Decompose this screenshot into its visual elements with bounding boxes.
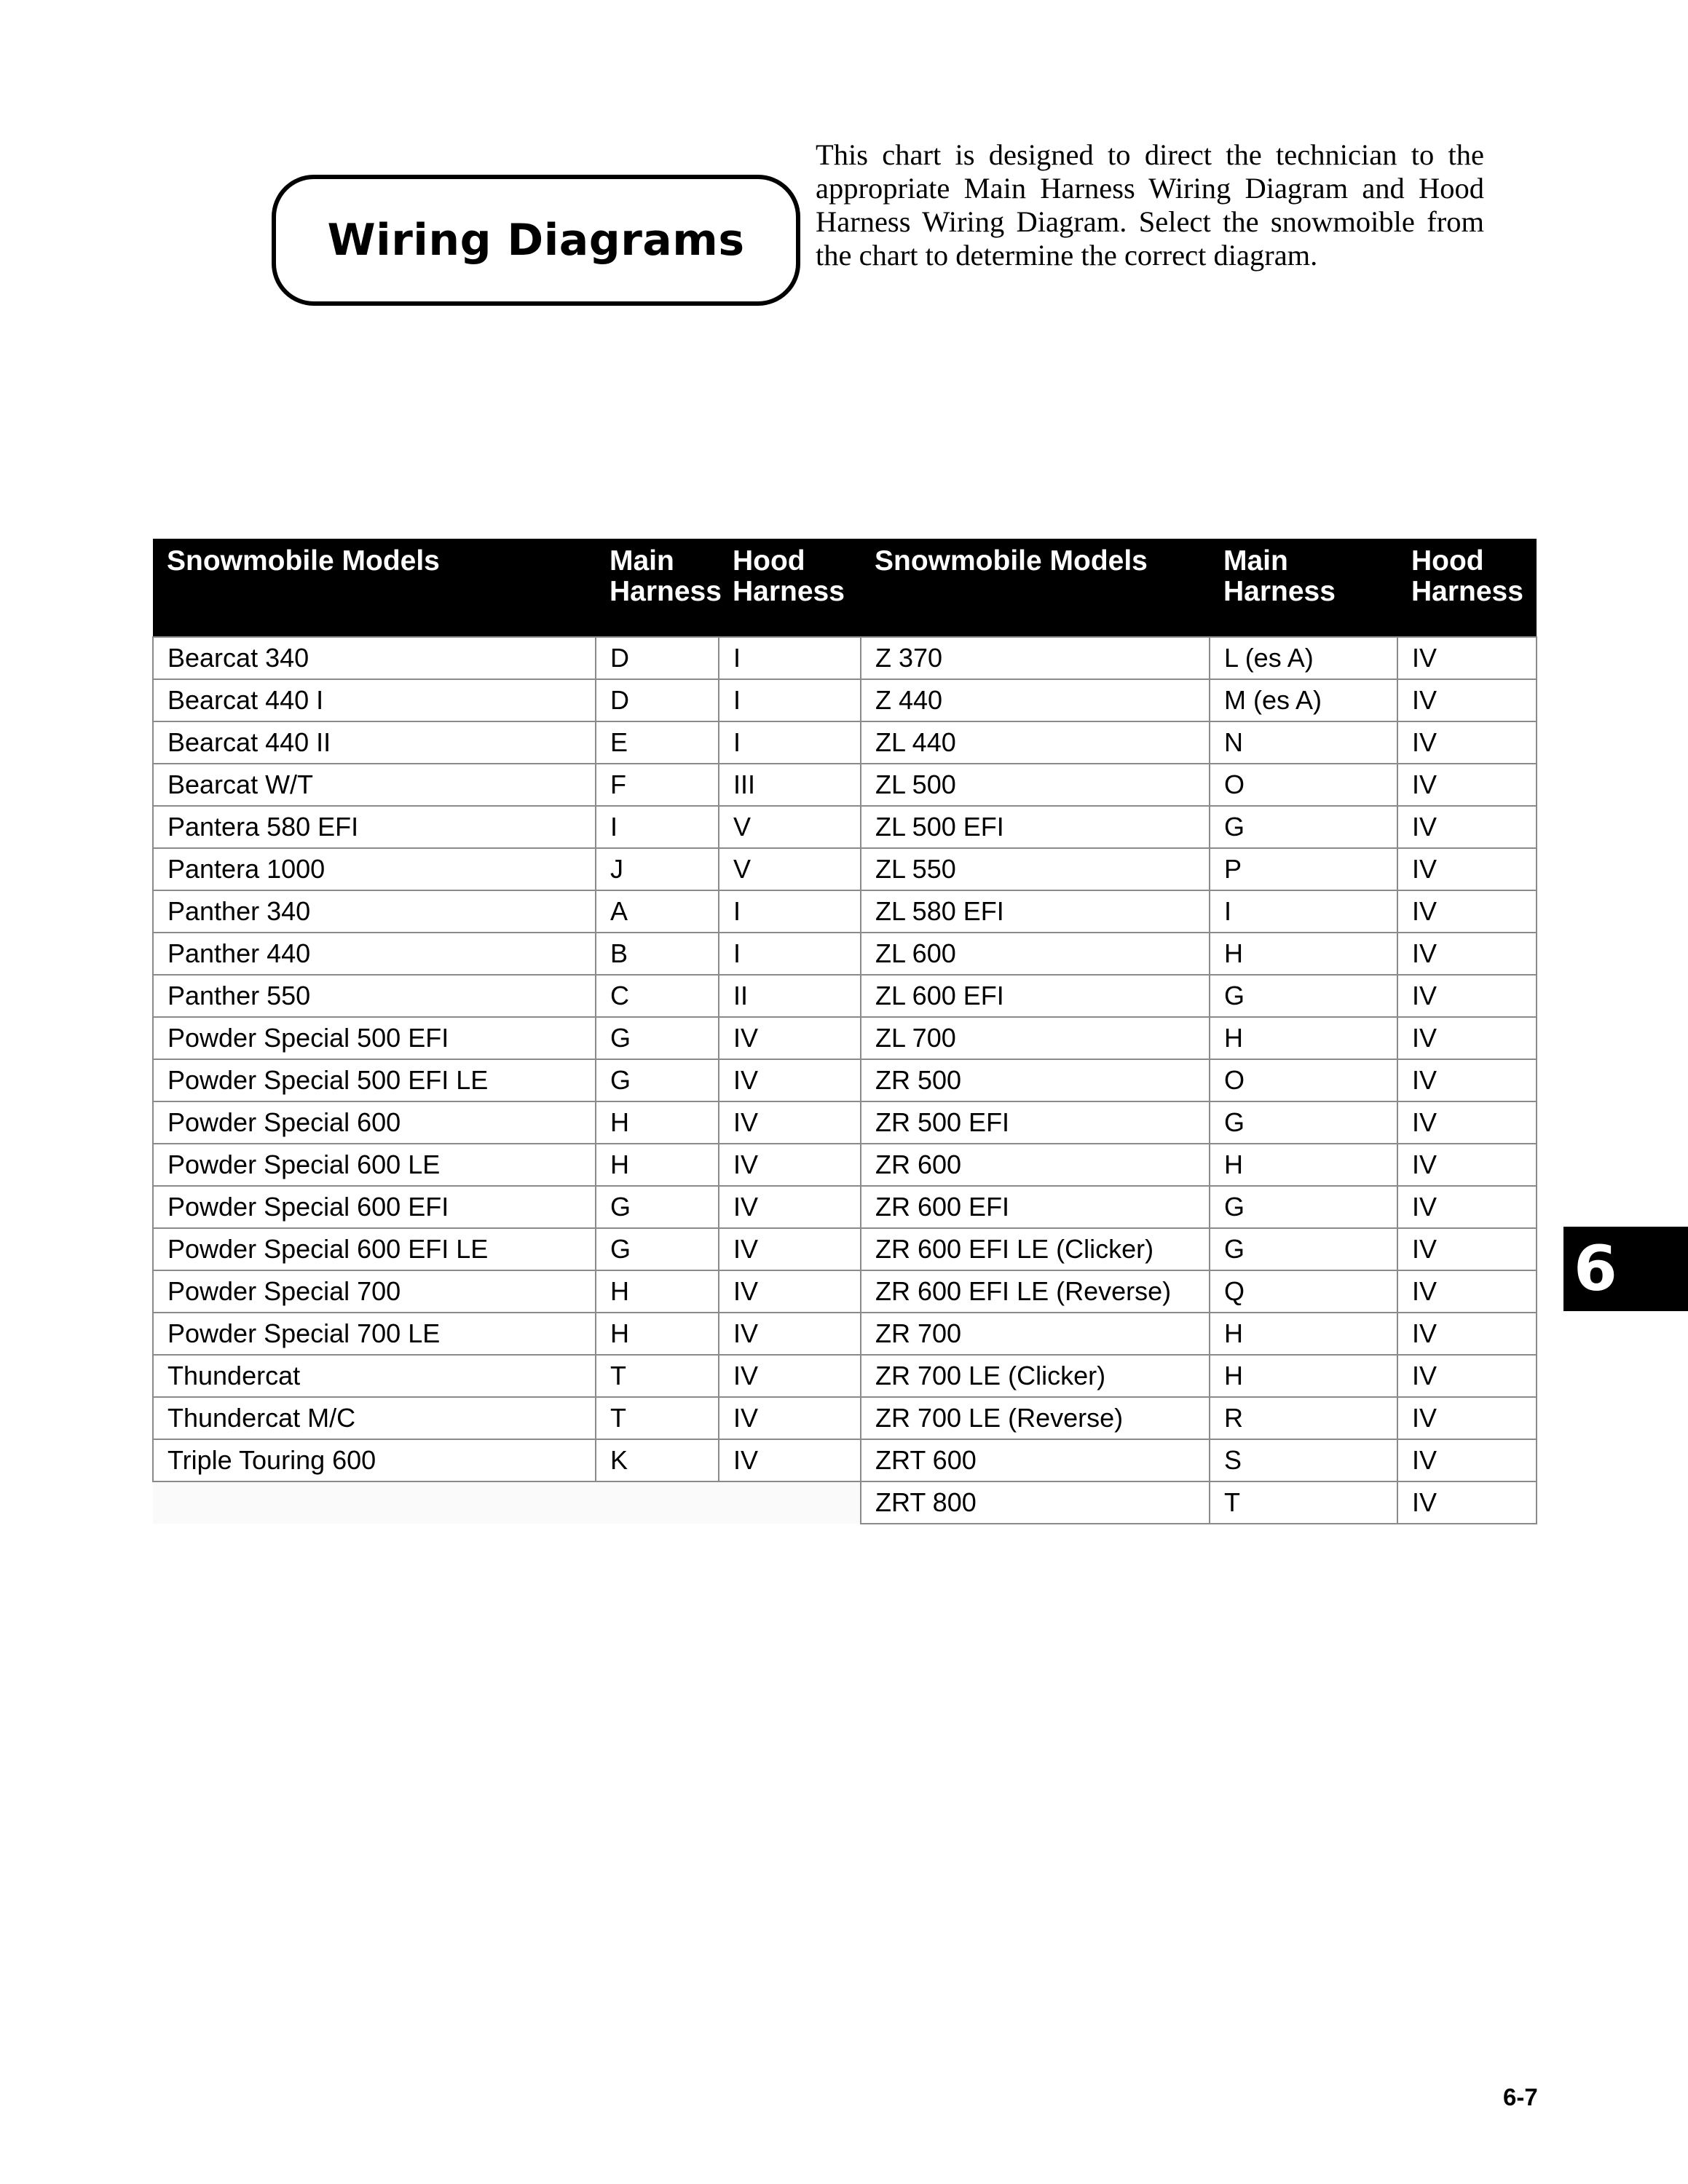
cell-main-harness-right: H [1210,1017,1397,1059]
cell-model-left: Powder Special 700 [153,1270,596,1313]
header-hood-line2: Harness [733,576,845,607]
cell-hood-harness-left: IV [719,1017,861,1059]
cell-hood-harness-left: I [719,933,861,975]
header-hood-harness-left [719,539,861,637]
cell-hood-harness-right: IV [1397,764,1537,806]
wiring-diagram-chart [152,539,1537,1524]
cell-hood-harness-right: IV [1397,721,1537,764]
table-row [153,806,1537,848]
cell-main-harness-left: C [596,975,719,1017]
cell-hood-harness-right: IV [1397,1355,1537,1397]
cell-model-left: Bearcat 440 I [153,679,596,721]
cell-main-harness-right: G [1210,806,1397,848]
cell-hood-harness-right: IV [1397,1270,1537,1313]
table-row [153,679,1537,721]
cell-hood-harness-right: IV [1397,1481,1537,1524]
cell-hood-harness-left: I [719,721,861,764]
cell-model-left: Thundercat [153,1355,596,1397]
cell-main-harness-right: H [1210,1313,1397,1355]
cell-model-right: ZL 600 [861,933,1210,975]
cell-hood-harness-right: IV [1397,890,1537,933]
cell-hood-harness-right: IV [1397,1397,1537,1439]
cell-main-harness-right: G [1210,1186,1397,1228]
cell-model-right: ZR 700 [861,1313,1210,1355]
cell-model-left: Thundercat M/C [153,1397,596,1439]
cell-main-harness-left: I [596,806,719,848]
cell-model-left: Bearcat 340 [153,637,596,679]
cell-hood-harness-right: IV [1397,848,1537,890]
cell-hood-harness-left: IV [719,1144,861,1186]
table-row [153,1439,1537,1481]
cell-main-harness-right: T [1210,1481,1397,1524]
cell-main-harness-right: O [1210,1059,1397,1101]
page-number: 6-7 [1503,2084,1538,2110]
cell-hood-harness-right: IV [1397,1017,1537,1059]
cell-hood-harness-left: II [719,975,861,1017]
cell-hood-harness-left: V [719,806,861,848]
cell-model-right: ZL 500 EFI [861,806,1210,848]
cell-main-harness-left: G [596,1228,719,1270]
cell-main-harness-right: H [1210,1144,1397,1186]
cell-model-left: Powder Special 500 EFI LE [153,1059,596,1101]
cell-hood-harness-left: V [719,848,861,890]
cell-hood-harness-left: IV [719,1355,861,1397]
cell-hood-harness-right: IV [1397,1186,1537,1228]
table-row [153,1186,1537,1228]
cell-main-harness-left: A [596,890,719,933]
section-tab-marker: 6 [1563,1227,1688,1311]
cell-model-left: Panther 340 [153,890,596,933]
cell-hood-harness-left: IV [719,1228,861,1270]
cell-model-right: ZR 700 LE (Reverse) [861,1397,1210,1439]
cell-main-harness-left: H [596,1313,719,1355]
table-row [153,1017,1537,1059]
cell-main-harness-left: D [596,637,719,679]
table-row [153,637,1537,679]
cell-hood-harness-left: IV [719,1313,861,1355]
cell-model-right: ZR 700 LE (Clicker) [861,1355,1210,1397]
cell-model-right: ZR 600 EFI [861,1186,1210,1228]
cell-hood-harness-left: IV [719,1270,861,1313]
cell-main-harness-right: S [1210,1439,1397,1481]
cell-main-harness-right: G [1210,975,1397,1017]
table-row [153,1313,1537,1355]
table-body [153,637,1537,1524]
blank-cell [153,1481,861,1524]
cell-main-harness-right: R [1210,1397,1397,1439]
cell-model-left: Bearcat 440 II [153,721,596,764]
table-row [153,721,1537,764]
cell-main-harness-left: G [596,1017,719,1059]
header-main-line2: Harness [610,576,722,607]
table-row [153,1101,1537,1144]
cell-hood-harness-left: IV [719,1186,861,1228]
cell-model-right: ZL 600 EFI [861,975,1210,1017]
cell-hood-harness-right: IV [1397,1228,1537,1270]
cell-model-right: ZL 700 [861,1017,1210,1059]
cell-model-right: ZL 500 [861,764,1210,806]
cell-model-left: Powder Special 600 EFI [153,1186,596,1228]
cell-main-harness-left: D [596,679,719,721]
table-row [153,1270,1537,1313]
cell-model-right: ZR 600 EFI LE (Clicker) [861,1228,1210,1270]
cell-hood-harness-right: IV [1397,637,1537,679]
cell-main-harness-left: T [596,1397,719,1439]
header-models-right: Snowmobile Models [861,539,1210,637]
header-models-left: Snowmobile Models [153,539,596,637]
cell-model-left: Pantera 580 EFI [153,806,596,848]
cell-hood-harness-right: IV [1397,933,1537,975]
cell-main-harness-left: B [596,933,719,975]
table-row [153,1355,1537,1397]
cell-hood-harness-right: IV [1397,975,1537,1017]
cell-main-harness-right: G [1210,1228,1397,1270]
cell-model-right: ZL 580 EFI [861,890,1210,933]
cell-main-harness-right: O [1210,764,1397,806]
cell-main-harness-right: P [1210,848,1397,890]
table-row [153,1228,1537,1270]
table-row [153,975,1537,1017]
cell-main-harness-left: H [596,1144,719,1186]
cell-main-harness-right: Q [1210,1270,1397,1313]
header-main-harness-right [1210,539,1397,637]
header-main-harness-left [596,539,722,637]
header-hood-harness-right [1397,539,1537,637]
cell-model-left: Powder Special 600 EFI LE [153,1228,596,1270]
cell-main-harness-left: T [596,1355,719,1397]
cell-model-left: Powder Special 600 LE [153,1144,596,1186]
header-main-line1: Main [610,545,674,577]
table-row [153,764,1537,806]
cell-hood-harness-left: IV [719,1059,861,1101]
cell-main-harness-right: I [1210,890,1397,933]
cell-hood-harness-right: IV [1397,1144,1537,1186]
cell-main-harness-left: J [596,848,719,890]
cell-model-right: ZR 600 [861,1144,1210,1186]
intro-paragraph: This chart is designed to direct the technician to the appropriate Main Harness Wiring Diagram and Hood Harness Wiring Diagram. Select the snowmoible from the chart to determine the correct diagram. [816,138,1484,272]
cell-main-harness-right: M (es A) [1210,679,1397,721]
cell-model-right: ZR 600 EFI LE (Reverse) [861,1270,1210,1313]
cell-main-harness-right: H [1210,933,1397,975]
cell-main-harness-left: E [596,721,719,764]
cell-hood-harness-left: III [719,764,861,806]
table-row [153,1059,1537,1101]
cell-model-right: ZR 500 EFI [861,1101,1210,1144]
cell-main-harness-right: G [1210,1101,1397,1144]
cell-hood-harness-left: I [719,637,861,679]
cell-main-harness-right: H [1210,1355,1397,1397]
cell-model-right: ZRT 800 [861,1481,1210,1524]
cell-hood-harness-right: IV [1397,1439,1537,1481]
cell-hood-harness-right: IV [1397,1059,1537,1101]
cell-hood-harness-right: IV [1397,1101,1537,1144]
table-row [153,1397,1537,1439]
table-row [153,1144,1537,1186]
cell-main-harness-left: H [596,1101,719,1144]
table-header-row [153,539,1537,637]
cell-hood-harness-left: IV [719,1101,861,1144]
cell-model-right: ZR 500 [861,1059,1210,1101]
cell-hood-harness-right: IV [1397,1313,1537,1355]
cell-model-right: ZL 440 [861,721,1210,764]
header-hood-line2: Harness [1411,576,1523,607]
cell-hood-harness-right: IV [1397,679,1537,721]
header-main-line1: Main [1223,545,1288,577]
cell-main-harness-left: K [596,1439,719,1481]
cell-hood-harness-right: IV [1397,806,1537,848]
cell-hood-harness-left: IV [719,1439,861,1481]
page-title: Wiring Diagrams [327,215,745,266]
cell-model-right: ZL 550 [861,848,1210,890]
cell-model-right: Z 370 [861,637,1210,679]
cell-model-left: Powder Special 700 LE [153,1313,596,1355]
cell-main-harness-right: L (es A) [1210,637,1397,679]
table-row-last [153,1481,1537,1524]
table-row [153,933,1537,975]
header-hood-line1: Hood [733,545,805,577]
table-row [153,890,1537,933]
header-main-line2: Harness [1223,576,1336,607]
cell-model-left: Triple Touring 600 [153,1439,596,1481]
cell-model-left: Bearcat W/T [153,764,596,806]
cell-model-right: Z 440 [861,679,1210,721]
cell-main-harness-left: H [596,1270,719,1313]
table-row [153,848,1537,890]
header-hood-line1: Hood [1411,545,1484,577]
cell-model-left: Panther 550 [153,975,596,1017]
cell-model-right: ZRT 600 [861,1439,1210,1481]
cell-model-left: Pantera 1000 [153,848,596,890]
cell-main-harness-right: N [1210,721,1397,764]
cell-hood-harness-left: IV [719,1397,861,1439]
cell-main-harness-left: G [596,1059,719,1101]
cell-model-left: Powder Special 600 [153,1101,596,1144]
cell-hood-harness-left: I [719,890,861,933]
cell-model-left: Panther 440 [153,933,596,975]
title-box [272,175,800,306]
cell-main-harness-left: G [596,1186,719,1228]
cell-main-harness-left: F [596,764,719,806]
cell-hood-harness-left: I [719,679,861,721]
cell-model-left: Powder Special 500 EFI [153,1017,596,1059]
